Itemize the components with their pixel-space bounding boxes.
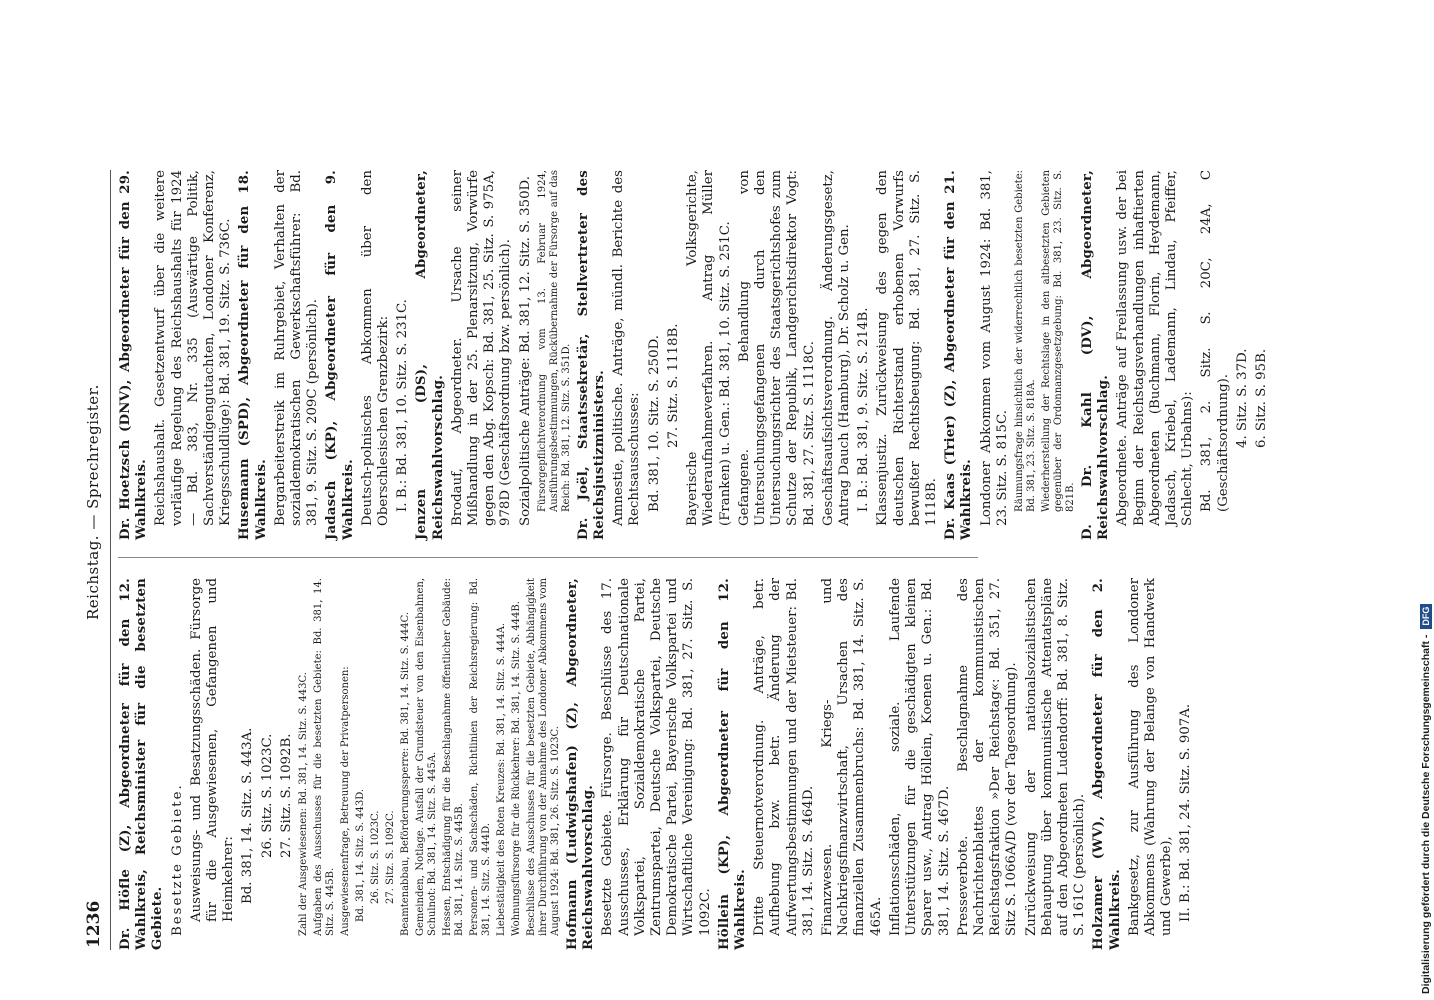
running-header [78,170,111,950]
sub-reference: Räumungsfrage hinsichtlich der widerrechtlich besetzten Gebiete: Bd. 381, 23. Sitz. S. 818A. [1013,170,1037,512]
reference: Bd. 381, 10. Sitz. S. 250D. [646,335,662,512]
sub-reference: Liebestätigkeit des Roten Kreuzes: Bd. 381, 14. Sitz. S. 444A. [496,622,508,936]
sub-reference: Personen- und Sachschäden, Richtlinien der Reichsregierung: Bd. 381, 14. Sitz. S. 444D. [469,578,493,936]
entry-heading: D. Dr. Kahl (DV), Abgeordneter, Reichswahlvorschlag. [1079,170,1112,540]
sub-reference: Zahl der Ausgewiesenen: Bd. 381, 14. Sitz. S. 443C. [298,672,310,936]
sub-reference: Bd. 381, 14. Sitz. S. 443D. [355,788,367,922]
reference: 6. Sitz. S. 95B. [1253,348,1269,448]
subject-heading: Besetzte Gebiete. [169,783,185,936]
column-divider [118,557,978,558]
entry-heading: Dr. Joël, Staatssekretär, Stellvertreter des Reichsjustizministers. [575,170,608,540]
subject-text: Inflationsschäden, soziale. Laufende Unterstützungen für die geschädigten kleinen Sparer usw., Antrag Höllein, Koenen u. Gen.: Bd. 381, 14. Sitz. S. 467D. [887,578,952,936]
dfg-logo: DFG [1420,604,1432,629]
subject-text: Abgeordnete. Anträge auf Freilassung usw. der bei Beginn der Reichstagsverhandlungen inhaftierten Abgeordneten (Buchmann, Florin, Heydemann, Jadasch, Kriebel, Lademann, Lindau, Pfeiffer, Schlecht, Urbahns): [1115,170,1196,526]
reference: Bd. 381, 14. Sitz. S. 443A. [240,727,256,904]
subject-text: Brodauf, Abgeordneter. Ursache seiner Mißhandlung in der 25. Plenarsitzung, Vorwürfe gegen den Abg. Kopsch: Bd. 381, 25. Sitz. S. 975A, 978D (Geschäftsordnung bzw. persönlich). [449,170,514,526]
entry-heading: Husemann (SPD), Abgeordneter für den 18. Wahlkreis. [237,170,269,540]
entry-heading: Dr. Hoetzsch (DNV), Abgeordneter für den 29. Wahlkreis. [118,170,150,540]
subject-text: Dritte Steuernotverordnung. Anträge, betr. Aufhebung bzw. betr. Änderung der Aufwertungsbestimmungen und der Mietsteuer: Bd. 381, 14. Sitz. S. 464D. [752,578,816,936]
subject-text: Finanzwesen. Kriegs- und Nachkriegsfinanzwirtschaft, Ursachen des finanziellen Zusammenbruchs: Bd. 381, 14. Sitz. S. 465A. [820,578,884,936]
reference: 27. Sitz. S. 1092B. [278,733,294,858]
subject-text: Zurückweisung der nationalsozialistischen Behauptung über kommunistische Attentatspläne auf den Abgeordneten Ludendorff: Bd. 381, 8. Sitz. S. 161C (persönlich). [1023,578,1088,936]
subject-text: Ausweisungs- und Besatzungsschäden. Fürsorge für die Ausgewiesenen, Gefangenen und Heimkehrer: [188,578,237,922]
sub-reference: 26. Sitz. S. 1023C. [370,810,382,904]
sub-reference: Wiederherstellung der Rechtslage in den altbesetzten Gebieten gegenüber der Ordonnanzgesetzgebung: Bd. 381, 23. Sitz. S. 821B. [1040,170,1076,512]
subject-text: Reichshaushalt. Gesetzentwurf über die weitere vorläufige Regelung des Reichshaushalts für 1924 — Bd. 383, Nr. 335 (Auswärtige Politik, Sachverständigengutachten, Londoner Konferenz, Kriegsschuldlüge): Bd. 381, 19. Sitz. S. 736C. [153,170,234,526]
entry-heading: Jenzen (DS), Abgeordneter, Reichswahlvorschlag. [414,170,446,540]
credit-text: Digitalisierung gefördert durch die Deutsche Forschungsgemeinschaft - [1420,634,1432,994]
reference: I. B.: Bd. 381, 10. Sitz. S. 231C. [395,299,411,512]
right-column [118,170,1273,540]
document-page [78,170,1308,950]
reference: II. B.: Bd. 381, 24. Sitz. S. 907A. [1178,703,1194,922]
entry-heading: Dr. Kaas (Trier) (Z), Abgeordneter für den 21. Wahlkreis. [943,170,975,540]
subject-text: Gefangene. Behandlung von Untersuchungsgefangenen durch den Untersuchungsrichter des Staatsgerichtshofes zum Schutze der Republik, Landgerichtsdirektor Vogt: Bd. 381, 27. Sitz. S. 1118C. [736,170,817,526]
sub-reference: 27. Sitz. S. 1092C. [385,810,397,904]
sub-reference: Aufgaben des Ausschusses für die besetzten Gebiete: Bd. 381, 14. Sitz. S. 445B. [313,578,337,936]
sub-reference: Gemeinden, Notlage. Ausfall der Grundsteuer von den Eisenbahnen, Schulnot: Bd. 381, 14. Sitz. S. 445A. [415,578,439,936]
entry-heading: Jadasch (KP), Abgeordneter für den 9. Wahlkreis. [324,170,356,540]
entry-heading: Hofmann (Ludwigshafen) (Z), Abgeordneter, Reichswahlvorschlag. [565,578,597,950]
subject-text: Bergarbeiterstreik im Ruhrgebiet, Verhalten der sozialdemokratischen Gewerkschaftsführer: Bd. 381, 9. Sitz. S. 209C (persönlich). [272,170,321,526]
reference: I. B.: Bd. 381, 9. Sitz. S. 214B. [856,307,872,512]
subject-text: Geschäftsaufsichtsverordnung. Änderungsgesetz, Antrag Dauch (Hamburg), Dr. Scholz u. Gen. [820,170,852,526]
subject-text: Sozialpolitische Anträge: Bd. 381, 12. Sitz. S. 350D. [517,176,533,526]
entry-heading: Dr. Höfle (Z), Abgeordneter für den 12. Wahlkreis, Reichsminister für die besetzten Gebiete. [118,578,166,950]
reference: 26. Sitz. S. 1023C. [259,733,275,858]
subject-text: Amnestie, politische. Anträge, mündl. Berichte des Rechtsausschusses: [611,170,643,526]
subject-text: Londoner Abkommen vom August 1924: Bd. 381, 23. Sitz. S. 815C. [978,170,1010,526]
subject-text: Klassenjustiz. Zurückweisung des gegen den deutschen Richterstand erhobenen Vorwurfs bewußter Rechtsbeugung: Bd. 381, 27. Sitz. S. 1118B. [875,170,939,526]
sub-reference: Hessen, Entschädigung für die Beschlagnahme öffentlicher Gebäude: Bd. 381, 14. Sitz. S. 445B. [442,578,466,936]
reference: 27. Sitz. S. 1118B. [665,323,681,448]
subject-text: Besetzte Gebiete. Fürsorge. Beschlüsse des 17. Ausschusses, Erklärung für Deutschnationale Volkspartei, Sozialdemokratische Partei, Zentrumspartei, Deutsche Volkspartei, Deutsche Demokratische Partei, Bayerische Volkspartei und Wirtschaftliche Vereinigung: Bd. 381, 27. Sitz. S. 1092C. [600,578,713,936]
page-header-title: Reichstag. — Sprechregister. [84,384,102,620]
sub-reference: Beamtenabbau, Beförderungssperre: Bd. 381, 14. Sitz. S. 444C. [400,611,412,936]
left-column [118,578,1198,950]
entry-heading: Höllein (KP), Abgeordneter für den 12. Wahlkreis. [716,578,749,950]
entry-heading: Holzamer (WV), Abgeordneter für den 2. Wahlkreis. [1091,578,1123,950]
sub-reference: Ausgewiesenenfrage, Betreuung der Privatpersonen: [340,666,352,936]
reference: 4. Sitz. S. 37D. [1234,348,1250,448]
subject-text: Bayerische Volksgerichte, Wiederaufnahmeverfahren. Antrag Müller (Franken) u. Gen.: Bd. 381, 10. Sitz. S. 251C. [685,170,733,526]
subject-text: Bankgesetz, zur Ausführung des Londoner Abkommens (Wahrung der Belange von Handwerk und Gewerbe), [1126,578,1175,936]
page-number: 1236 [84,900,104,948]
digitization-credit [1418,6,1434,994]
subject-text: Presseverbote. Beschlagnahme des Nachrichtenblattes der kommunistischen Reichstagsfraktion »Der Reichstag«: Bd. 351, 27. Sitz S. 1066A/D (vor der Tagesordnung). [955,578,1020,936]
sub-reference: Wohnungsfürsorge für die Rückkehrer: Bd. 381, 14. Sitz. S. 444B. [511,601,523,936]
sub-reference: Fürsorgepflichtverordnung vom 13. Februar 1924, Ausführungsbestimmungen, Rückübernahme der Fürsorge auf das Reich: Bd. 381, 12. Sitz. S. 351D. [536,170,572,512]
reference: Bd. 381, 2. Sitz. S. 20C, 24A, C (Geschäftsordnung). [1199,170,1231,512]
subject-text: Deutsch-polnisches Abkommen über den Oberschlesischen Grenzbezirk: [359,170,392,526]
sub-reference: Beschlüsse des Ausschusses für die besetzten Gebiete, Abhängigkeit ihrer Durchführung von der Annahme des Londoner Abkommens vom August 1924: Bd. 381, 26. Sitz. S. 1023C. [526,578,562,936]
